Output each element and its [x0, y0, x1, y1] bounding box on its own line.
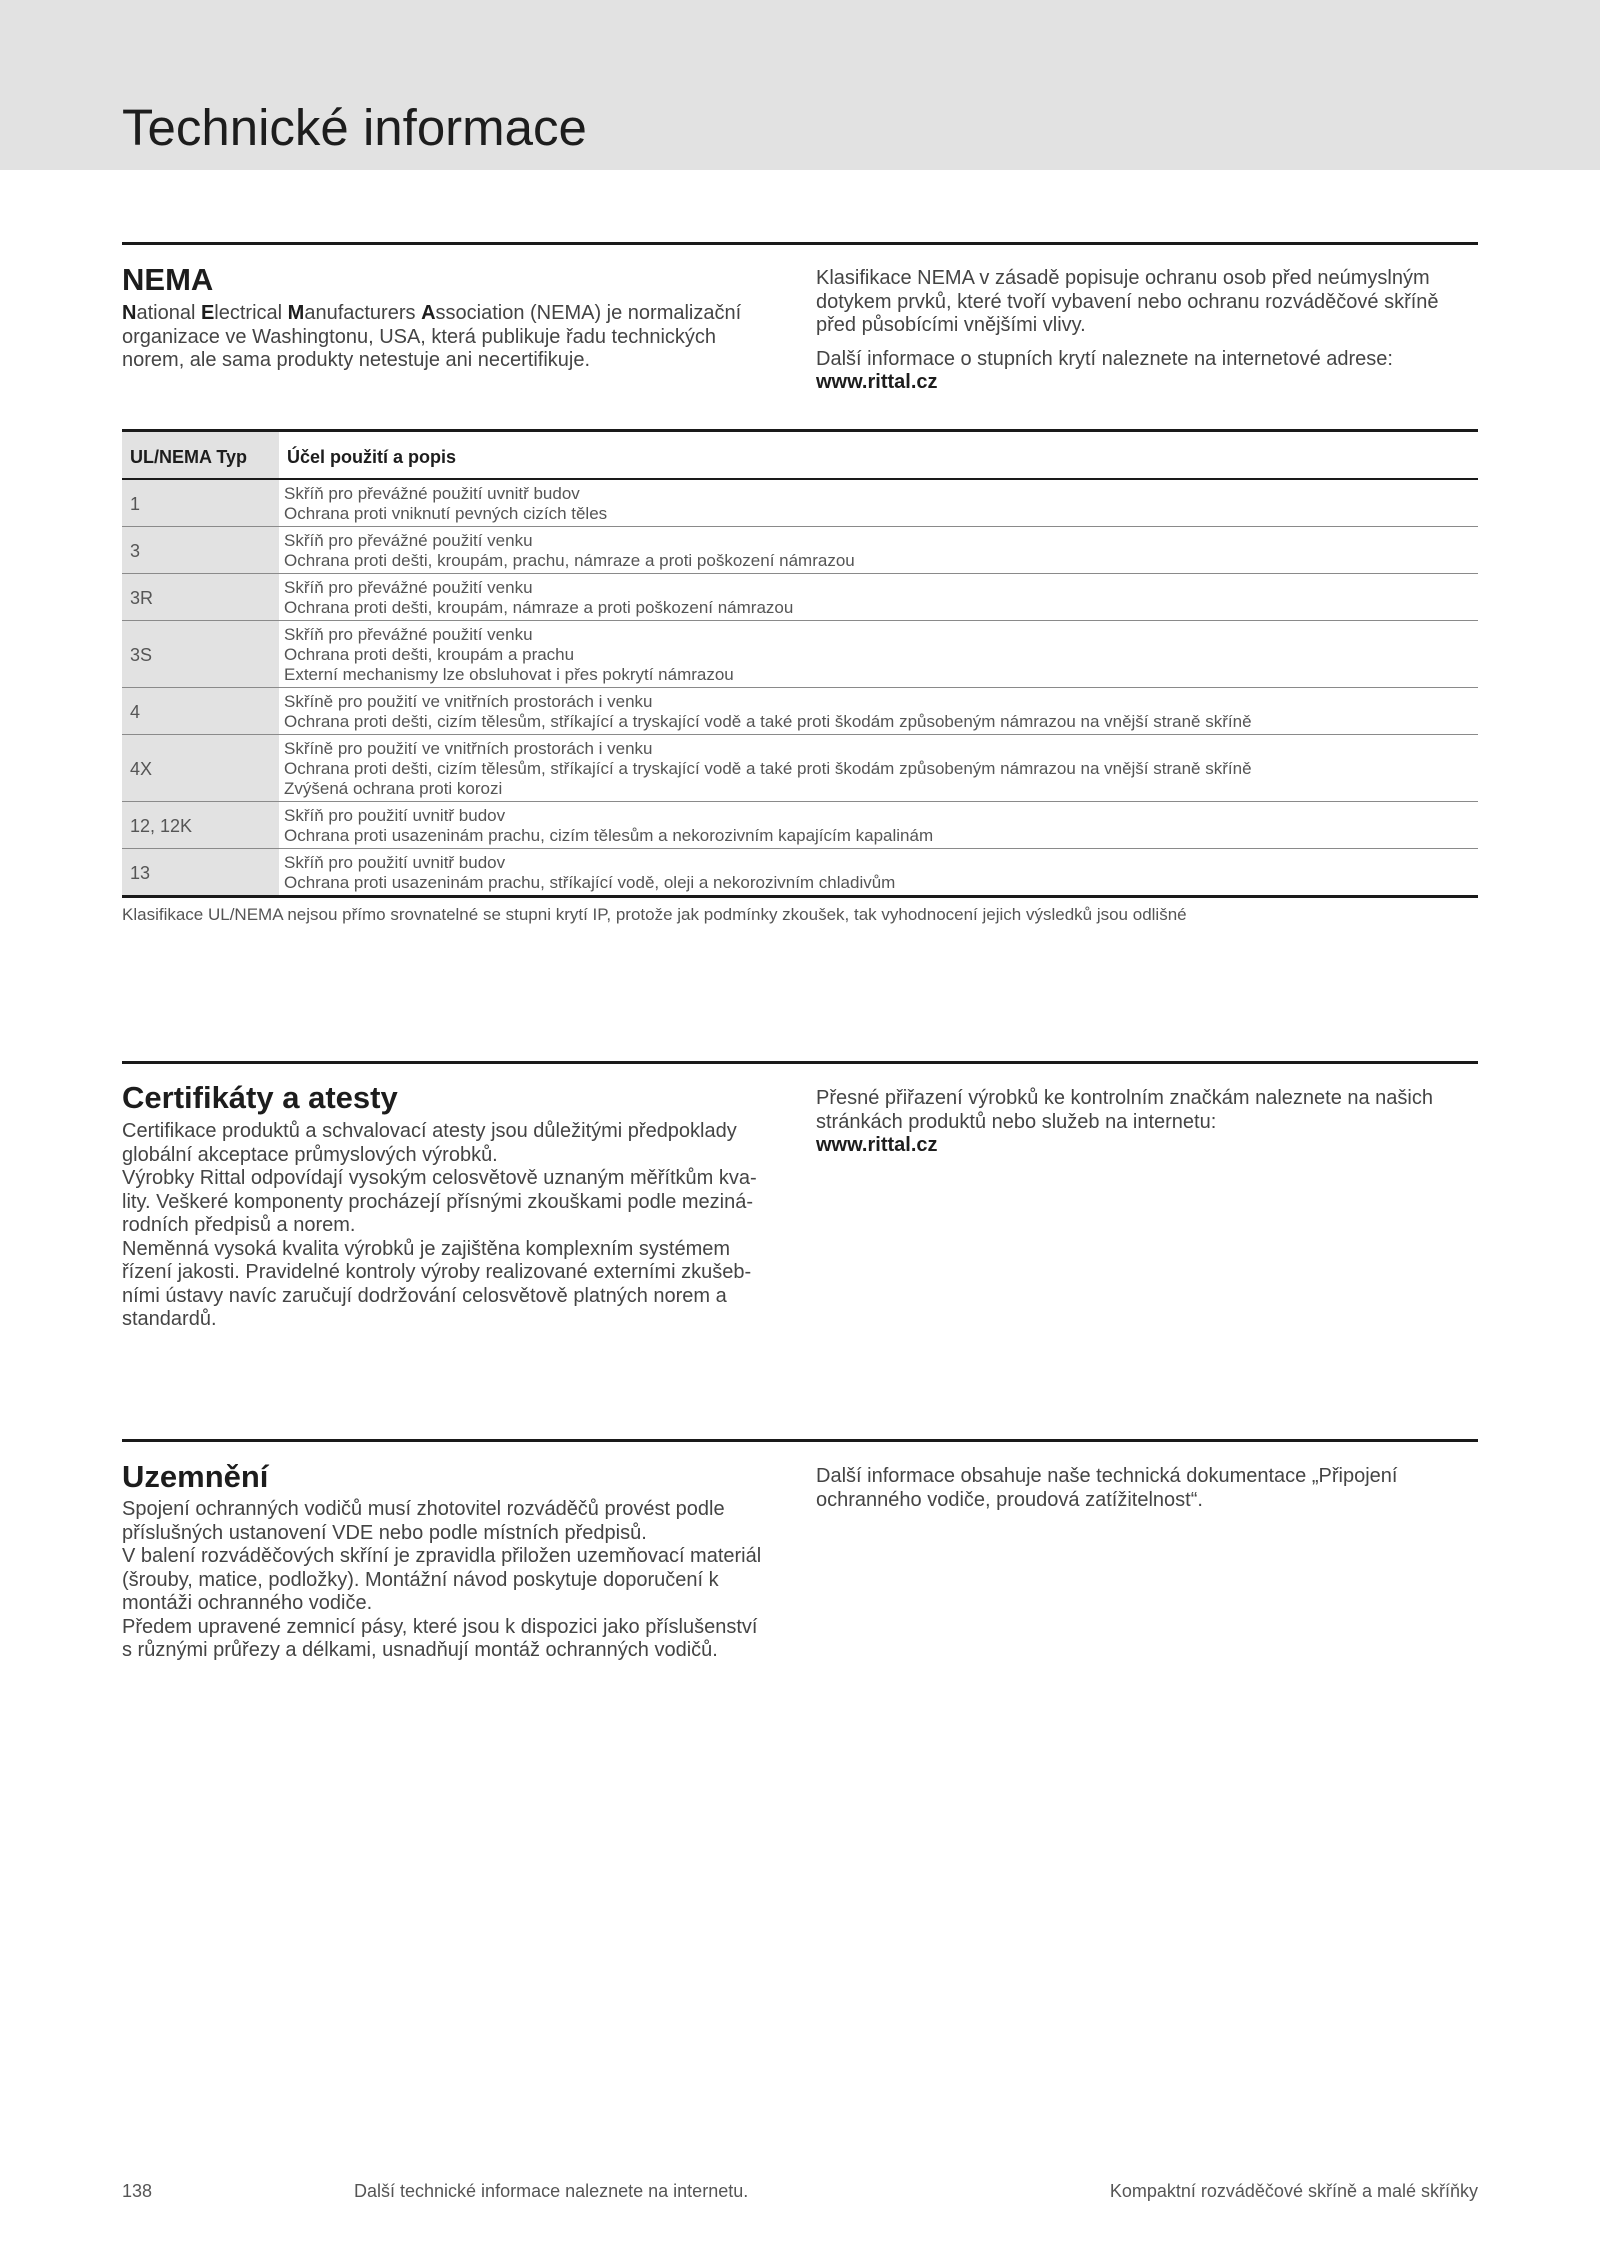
row-line: Skříň pro použití uvnitř budov [284, 806, 506, 825]
nema-right-p1: Klasifikace NEMA v zásadě popisuje ochranu osob před neúmyslným dotykem prvků, které tvoří vybavení nebo ochranu rozváděčové skříně před působícími vnějšími vlivy. [816, 267, 1439, 336]
row-line: Skříň pro převážné použití venku [284, 578, 533, 597]
table-row [122, 621, 1478, 688]
page-title: Technické informace [122, 99, 587, 156]
row-description [279, 621, 1478, 688]
table-header-description: Účel použití a popis [279, 431, 1478, 480]
row-line: Skříně pro použití ve vnitřních prostorách i venku [284, 692, 653, 711]
text-line: Výrobky Rittal odpovídají vysokým celosvětově uznaným měřítkům kva- [122, 1167, 757, 1189]
row-type: 3 [122, 527, 279, 574]
intro-part-3: anufacturers [304, 302, 422, 324]
page-number: 138 [122, 2181, 153, 2201]
row-description [279, 479, 1478, 527]
row-description [279, 574, 1478, 621]
row-type: 3R [122, 574, 279, 621]
table-row [122, 688, 1478, 735]
text-line: s různými průřezy a délkami, usnadňují montáž ochranných vodičů. [122, 1639, 718, 1661]
text-line: Předem upravené zemnicí pásy, které jsou k dispozici jako příslušenství [122, 1615, 758, 1638]
text-line: Certifikace produktů a schvalovací atesty jsou důležitými předpoklady [122, 1120, 737, 1142]
nema-table [122, 429, 1478, 898]
text-line: rodních předpisů a norem. [122, 1214, 356, 1236]
text-line: Spojení ochranných vodičů musí zhotovitel rozváděčů provést podle [122, 1498, 725, 1520]
certificates-section [122, 1061, 1478, 1330]
row-line: Ochrana proti vniknutí pevných cizích těles [284, 504, 608, 523]
row-line: Ochrana proti usazeninám prachu, stříkající vodě, oleji a nekorozivním chladivům [284, 873, 896, 892]
table-footnote: Klasifikace UL/NEMA nejsou přímo srovnatelné se stupni krytí IP, protože jak podmínky zkoušek, tak vyhodnocení jejich výsledků jsou odlišné [122, 905, 1187, 924]
text-line: ochranného vodiče, proudová zatížitelnost“. [816, 1488, 1203, 1511]
row-description [279, 688, 1478, 735]
nema-heading: NEMA [122, 262, 214, 297]
row-type: 1 [122, 479, 279, 527]
footer-center-text: Další technické informace naleznete na internetu. [354, 2181, 749, 2201]
nema-right-column [816, 267, 1456, 395]
table-row [122, 849, 1478, 897]
table-row [122, 735, 1478, 802]
grounding-left-column [122, 1498, 802, 1663]
text-line: (šrouby, matice, podložky). Montážní návod poskytuje doporučení k [122, 1568, 719, 1591]
text-line: Přesné přiřazení výrobků ke kontrolním značkám naleznete na našich [816, 1087, 1433, 1109]
initial-e: E [200, 302, 215, 324]
row-line: Ochrana proti dešti, kroupám, prachu, námraze a proti poškození námrazou [284, 551, 855, 570]
table-row [122, 574, 1478, 621]
nema-section [122, 242, 1478, 393]
table-row [122, 479, 1478, 527]
intro-part-2: lectrical [214, 302, 288, 324]
row-description [279, 849, 1478, 897]
text-line: globální akceptace průmyslových výrobků. [122, 1143, 498, 1166]
row-line: Ochrana proti dešti, cizím tělesům, stříkající a tryskající vodě a také proti škodám způsobeným námrazou na vnější straně skříně [284, 759, 1252, 778]
row-line: Ochrana proti dešti, kroupám a prachu [284, 645, 575, 664]
text-line: Neměnná vysoká kvalita výrobků je zajištěna komplexním systémem [122, 1237, 731, 1260]
intro-part-4: ssociation (NEMA) je normalizační organizace ve Washingtonu, USA, která publikuje řadu technických norem, ale sama produkty netestuje ani necertifikuje. [122, 302, 742, 371]
table-row [122, 802, 1478, 849]
text-line: ními ústavy navíc zaručují dodržování celosvětově platných norem a [122, 1284, 727, 1307]
row-line: Ochrana proti dešti, cizím tělesům, stříkající a tryskající vodě a také proti škodám způsobeným námrazou na vnější straně skříně [284, 712, 1252, 731]
text-line: Další informace obsahuje naše technická dokumentace „Připojení [816, 1465, 1398, 1487]
row-type: 3S [122, 621, 279, 688]
text-line: montáži ochranného vodiče. [122, 1592, 373, 1614]
row-line: Skříň pro převážné použití uvnitř budov [284, 484, 580, 503]
certificates-url-link[interactable]: www.rittal.cz [816, 1134, 938, 1156]
row-line: Zvýšená ochrana proti korozi [284, 779, 503, 798]
initial-a: A [421, 302, 436, 324]
intro-part-1: ational [136, 302, 201, 324]
certificates-left-column [122, 1120, 802, 1332]
text-line: V balení rozváděčových skříní je zpravidla přiložen uzemňovací materiál [122, 1545, 762, 1567]
row-line: Skříň pro převážné použití venku [284, 625, 533, 644]
nema-url-link[interactable]: www.rittal.cz [816, 371, 938, 393]
row-line: Externí mechanismy lze obsluhovat i přes pokrytí námrazou [284, 665, 734, 684]
row-type: 4X [122, 735, 279, 802]
row-type: 13 [122, 849, 279, 897]
row-line: Skříň pro použití uvnitř budov [284, 853, 506, 872]
nema-intro-text [122, 302, 772, 373]
table-row [122, 527, 1478, 574]
row-description [279, 527, 1478, 574]
text-line: standardů. [122, 1308, 217, 1330]
certificates-right-column [816, 1087, 1456, 1158]
nema-right-p2: Další informace o stupních krytí naleznete na internetové adrese: [816, 347, 1393, 370]
row-line: Skříně pro použití ve vnitřních prostorách i venku [284, 739, 653, 758]
row-type: 12, 12K [122, 802, 279, 849]
initial-m: M [287, 302, 305, 324]
text-line: lity. Veškeré komponenty procházejí přísnými zkouškami podle meziná- [122, 1190, 754, 1213]
table-header-type: UL/NEMA Typ [122, 431, 279, 480]
grounding-heading: Uzemnění [122, 1459, 269, 1494]
row-line: Skříň pro převážné použití venku [284, 531, 533, 550]
footer-right-text: Kompaktní rozváděčové skříně a malé skříňky [1109, 2181, 1478, 2201]
row-description [279, 802, 1478, 849]
row-description [279, 735, 1478, 802]
row-line: Ochrana proti dešti, kroupám, námraze a proti poškození námrazou [284, 598, 794, 617]
table-header-row [122, 431, 1478, 480]
nema-intro [122, 302, 772, 373]
row-line: Ochrana proti usazeninám prachu, cizím tělesům a nekorozivním kapajícím kapalinám [284, 826, 934, 845]
text-line: řízení jakosti. Pravidelné kontroly výroby realizované externími zkušeb- [122, 1261, 752, 1283]
text-line: stránkách produktů nebo služeb na internetu: [816, 1110, 1217, 1133]
grounding-section [122, 1439, 1478, 1661]
text-line: příslušných ustanovení VDE nebo podle místních předpisů. [122, 1521, 647, 1544]
grounding-right-column [816, 1465, 1456, 1512]
certificates-heading: Certifikáty a atesty [122, 1080, 398, 1115]
row-type: 4 [122, 688, 279, 735]
initial-n: N [122, 302, 137, 324]
